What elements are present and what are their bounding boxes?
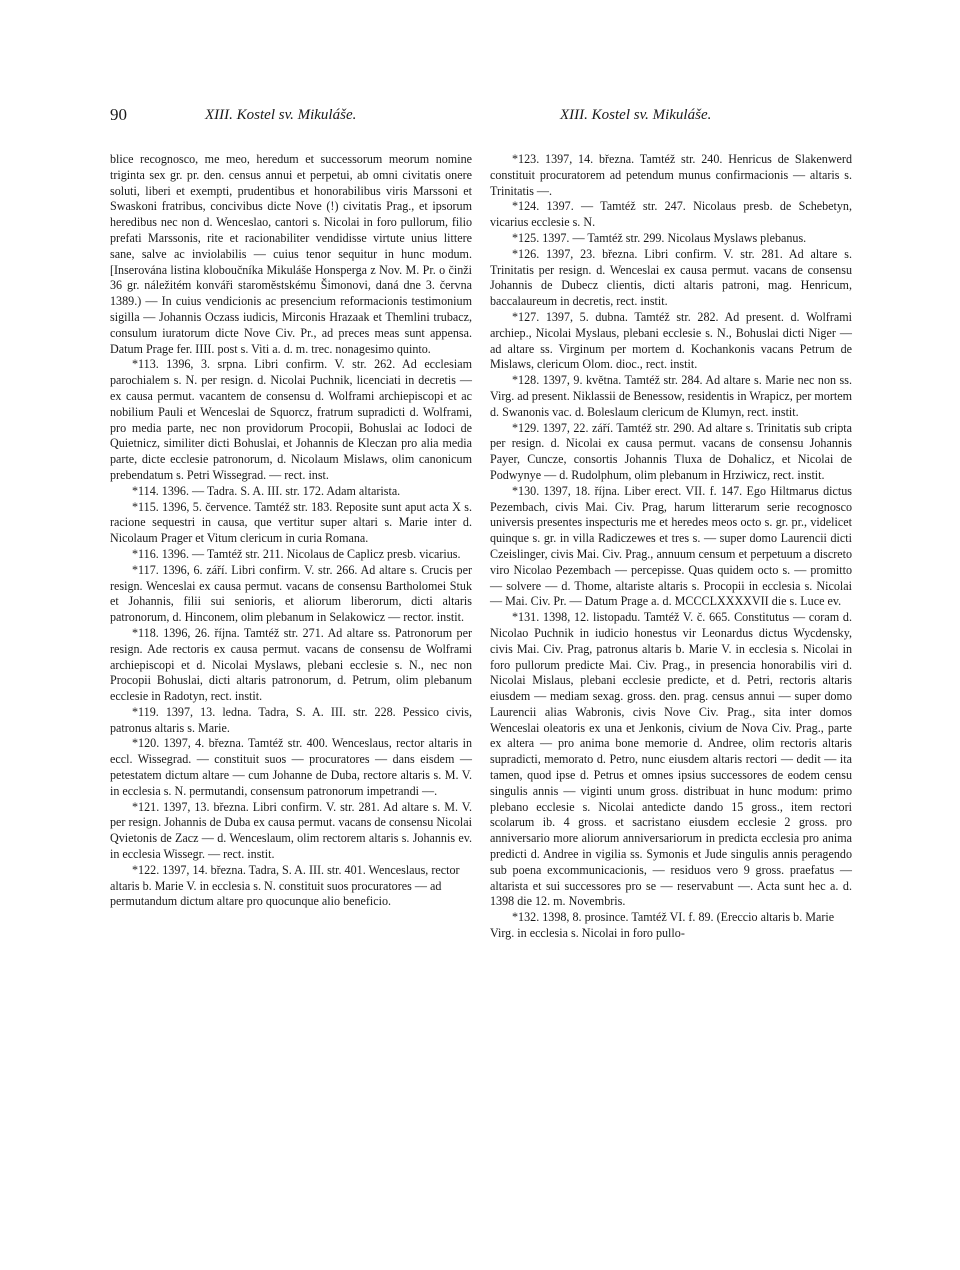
page-number: 90 (110, 105, 127, 124)
entry-paragraph: *114. 1396. — Tadra. S. A. III. str. 172. Adam altarista. (132, 483, 401, 498)
left-column (110, 152, 472, 910)
entry-paragraph: *127. 1397, 5. dubna. Tamtéž str. 282. Ad present. d. Wolframi archiep., Nicolai Myslaus, plebani ecclesie s. N., Bohuslai dicti Niger — ad altare ss. Virginum per mortem d. Kochankonis vacans Petrum de Mislaws, clericum Olom. dioc., rect. instit. (490, 309, 852, 372)
entry-paragraph: *117. 1396, 6. září. Libri confirm. V. str. 266. Ad altare s. Crucis per resign. Wenceslai ex causa permut. vacans de consensu Bartholomei Stuk et Johannis, filii sui senioris, et aliorum liberorum, dicti altaris patronorum, d. Hinconem, olim plebanum in Selakowicz — rector. instit. (110, 562, 472, 625)
entry-paragraph: *119. 1397, 13. ledna. Tadra, S. A. III. str. 228. Pessico civis, patronus altaris s. Marie. (110, 704, 472, 735)
running-title-right: XIII. Kostel sv. Mikuláše. (560, 107, 712, 123)
entry-paragraph: blice recognosco, me meo, heredum et successorum meorum nomine triginta sex gr. pr. den. census annui et perpetui, ab omni civitatis onere soluti, liberi et exempti, prudentibus et honorabilibus viris Marssoni et Swaskoni fratribus, concivibus dicte Nove (!) civitatis Prag., et ipsorum heredibus nec non d. Wenceslao, cantori s. Nicolai in foro pullorum, filio prefati Marssonis, rite et racionabiliter vendidisse virtute unius littere sane, salve ac inviolabilis — cuius tenor sequitur in hunc modum. [Inserována listina kloboučníka Mikuláše Honsperga z Nov. M. Pr. o činži 36 gr. náležitém konváři staroměstskému Šimonovi, daná dne 3. června 1389.) — In cuius vendicionis ac presencium reformacionis testimonium sigilla — Johannis Oczass iudicis, Mirconis Hrazaak et Themlini trubacz, consulum iuratorum dicte Nove Civ. Pr., ad preces meas sunt appensa. Datum Prage fer. IIII. post s. Viti a. d. m. trec. nonagesimo quinto. (110, 152, 472, 356)
right-column (490, 152, 852, 942)
entry-paragraph: *132. 1398, 8. prosince. Tamtéž VI. f. 89. (Ereccio altaris b. Marie Virg. in ecclesia s. Nicolai in foro pullo- (490, 910, 835, 941)
entry-paragraph: *125. 1397. — Tamtéž str. 299. Nicolaus Myslaws plebanus. (512, 230, 807, 245)
running-title-left: XIII. Kostel sv. Mikuláše. (205, 107, 357, 123)
entry-paragraph: *128. 1397, 9. května. Tamtéž str. 284. Ad altare s. Marie nec non ss. Virg. ad present. Niklassii de Benessow, residentis in Wrapicz, per mortem d. Swanonis vac. d. Boleslaum clericum de Klumyn, rect. instit. (490, 373, 852, 419)
entry-paragraph: *120. 1397, 4. března. Tamtéž str. 400. Wenceslaus, rector altaris in eccl. Wissegrad. — constituit suos — procuratores — dans eisdem — petestatem dictum altare — cum Johanne de Duba, rectore altaris s. M. V. in ecclesia s. N. permutandi, consensum patronorum impetrandi —. (110, 736, 472, 798)
entry-paragraph: *122. 1397, 14. března. Tadra, S. A. III. str. 401. Wenceslaus, rector altaris b. Marie V. in ecclesia s. N. constituit suos procuratores — ad permutandum dictum altare pro quocunque alio beneficio. (110, 862, 460, 909)
entry-paragraph: *116. 1396. — Tamtéž str. 211. Nicolaus de Caplicz presb. vicarius. (132, 546, 461, 561)
entry-paragraph: *126. 1397, 23. března. Libri confirm. V. str. 281. Ad altare s. Trinitatis per resign. d. Wenceslai ex causa permut. vacans de consensu Johannis de Dubecz clientis, dicti altaris patroni, mag. Henricum, baccalaureum in decretis, rect. instit. (490, 246, 852, 309)
entry-paragraph: *131. 1398, 12. listopadu. Tamtéž V. č. 665. Constitutus — coram d. Nicolao Puchnik in iudicio honestus vir Leonardus dictus Wycdensky, civis Mai. Civ. Prag, patronus altaris b. Marie V. in ecclesia s. Nicolai in foro pullorum predicte Mai. Civ. Prag., in presencia honorabilis viri d. Nicolai Mislaus, plebani ecclesie predicte, et d. Petri, rectoris altaris eiusdem — mediam sexag. gross. den. prag. census annui — super domo Laurencii alias Wabronis, civis Nove Civ. Prag., sita inter domos Wenceslai oleatoris ex una et Jenkonis, civium de Nova Civ. Prag., parte ex altera — pro anima bone memorie d. Andree, olim rectoris altaris supradicti, memorato d. Petro, nunc eiusdem altaris rectori — dedit — ita tamen, quod ipse d. Petrus et omnes ipsius successores de eodem censu singulis annis — viginti unum gross. distribuat in hunc modum: primo plebano ecclesie s. Nicolai antedicte dando 15 gross., item rectori scolarum ib. 4 gross. et sacristano eiusdem ecclesie 2 gross. pro anniversario more aliorum anniversariorum in predicta ecclesia pro anima predicti d. Andree in vigilia ss. Symonis et Jude singulis annis peragendo sub poena excommunicacionis, — residuos vero 9 gross. praefatus — altarista et sui successores pro se — reservabunt —. Acta sunt hec a. d. 1398 die 12. m. Novembris. (490, 610, 852, 909)
entry-paragraph: *123. 1397, 14. března. Tamtéž str. 240. Henricus de Slakenwerd constituit procuratorem ad petendum munus confirmacionis — altaris s. Trinitatis —. (490, 152, 852, 198)
entry-paragraph: *130. 1397, 18. října. Liber erect. VII. f. 147. Ego Hiltmarus dictus Pezembach, civis Mai. Civ. Prag, harum litterarum serie recognosco universis presentes inspecturis me et heredes meos octo s. gr. pr., videlicet quinque s. gr. in villa Radiczewes et tres s. — super domo Laurencii dicti Czeislinger, civis Mai. Civ. Prag., annuum censum et perpetuum a discreto viro Nicolao Pezembach — percepisse. Quas quidem octo s. — promitto — solvere — d. Thome, altariste altaris s. Procopii in ecclesia s. Nicolai — Mai. Civ. Pr. — Datum Prage a. d. MCCCLXXXXVII die s. Luce ev. (490, 483, 852, 609)
entry-paragraph: *115. 1396, 5. července. Tamtéž str. 183. Reposite sunt aput acta X s. racione sequestri in causa, que vertitur super altari s. Marie inter d. Nicolaum Prager et Vitum clericum in curia Romana. (110, 499, 472, 546)
entry-paragraph: *118. 1396, 26. října. Tamtéž str. 271. Ad altare ss. Patronorum per resign. Ade rectoris ex causa permut. vacans de consensu de Wolframi archiepiscopi et d. Nicolai Myslaws, plebani ecclesie s. N., nec non Procopii Bohuslai, dicti altaris patronorum, d. Petrum, olim plebanum ecclesie in Radotyn, rect. instit. (110, 625, 472, 704)
page-header (110, 105, 870, 133)
entry-paragraph: *113. 1396, 3. srpna. Libri confirm. V. str. 262. Ad ecclesiam parochialem s. N. per resign. d. Nicolai Puchnik, licenciati in decretis — ex causa permut. vacantem de consensu d. Wolframi archiepiscopi et ac nobilium Pauli et Wenceslai de Squorcz, fratrum supradicti d. Wolframi, pro media parte, nec non providorum Procopii, Bohuslai ac Iodoci de Quietnicz, similiter dicti Bohuslai, et Johannis de Kleczan pro alia media parte, dicte ecclesie patronorum, d. Nicolaum Mislaws, olim canonicum prebendatum s. Petri Wissegrad. — rect. inst. (110, 357, 472, 482)
entry-paragraph: *124. 1397. — Tamtéž str. 247. Nicolaus presb. de Schebetyn, vicarius ecclesie s. N. (490, 199, 852, 230)
entry-paragraph: *129. 1397, 22. září. Tamtéž str. 290. Ad altare s. Trinitatis sub cripta per resign. d. Nicolai ex causa permut. vacans de consensu Johannis Payer, Cuncze, consortis Johannis Tluxa de Dohalicz, et Nicolai de Podwynye — d. Rudolphum, olim plebanum in Hrziwicz, rect. instit. (490, 420, 852, 482)
entry-paragraph: *121. 1397, 13. března. Libri confirm. V. str. 281. Ad altare s. M. V. per resign. Johannis de Duba ex causa permut. vacans de consensu Nicolai Qvietonis de Zacz — d. Wenceslaum, olim rectorem altaris s. Johannis ev. in ecclesia Wissegr. — rect. instit. (110, 799, 472, 862)
